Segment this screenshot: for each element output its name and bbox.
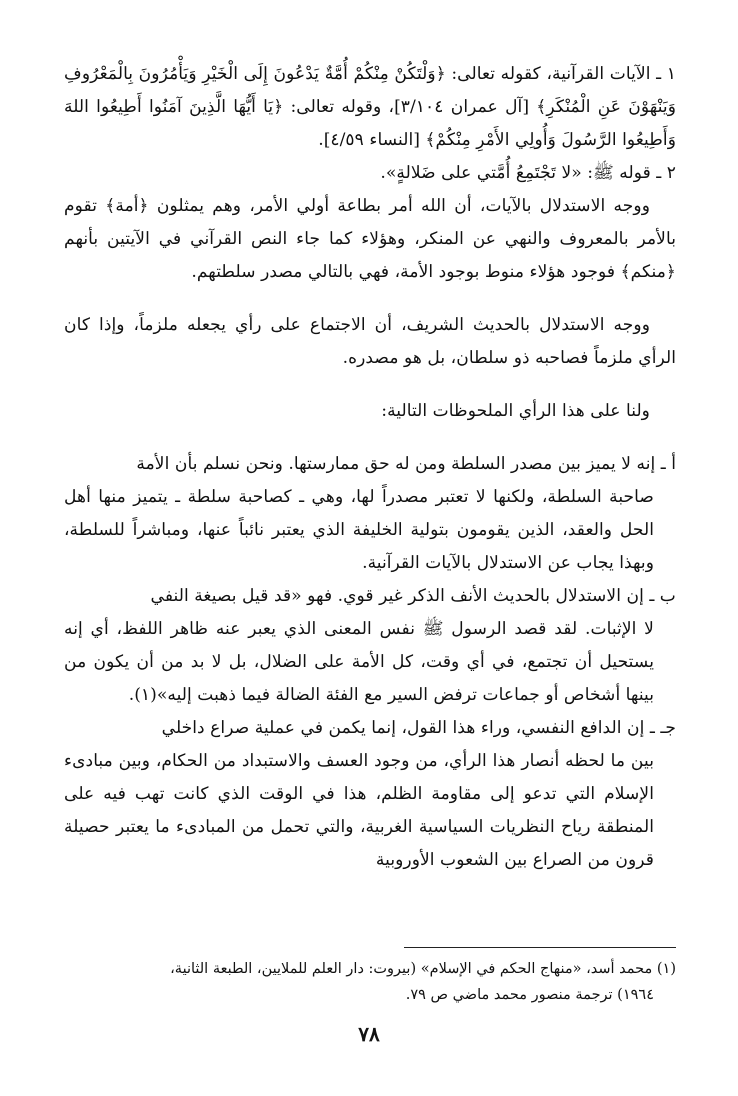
footnote-divider	[404, 947, 676, 948]
paragraph-observations-intro: ولنا على هذا الرأي الملحوظات التالية:	[381, 401, 650, 421]
main-text	[64, 58, 676, 877]
paragraph-hadith-argument: ووجه الاستدلال بالحديث الشريف، أن الاجتماع على رأي يجعله ملزماً، وإذا كان الرأي ملزماً فصاحبه ذو سلطان، بل هو مصدره.	[64, 315, 676, 368]
evidence-item-1: ١ ـ الآيات القرآنية، كقوله تعالى: ﴿وَلْتَكُنْ مِنْكُمْ أُمَّةٌ يَدْعُونَ إِلَى الْخَيْرِ وَيَأْمُرُونَ بِالْمَعْرُوفِ وَيَنْهَوْنَ عَنِ الْمُنْكَرِ﴾ [آل عمران ٣/١٠٤]، وقوله تعالى: ﴿يَا أَيُّهَا الَّذِينَ آمَنُوا أَطِيعُوا اللهَ وَأَطِيعُوا الرَّسُولَ وَأُولِي الأَمْرِ مِنْكُمْ﴾ [النساء ٤/٥٩].	[64, 64, 676, 150]
paragraph-verses-argument: ووجه الاستدلال بالآيات، أن الله أمر بطاعة أولي الأمر، وهم يمثلون ﴿أمة﴾ تقوم بالأمر بالمعروف والنهي عن المنكر، وهؤلاء كما جاء النص القرآني في الآيتين بأنهم ﴿منكم﴾ فوجود هؤلاء منوط بوجود الأمة، فهي بالتالي مصدر سلطتهم.	[64, 196, 676, 282]
observation-b-text: لا الإثبات. لقد قصد الرسول ﷺ نفس المعنى الذي يعبر عنه ظاهر اللفظ، أي إنه يستحيل أن تجتمع، في أي وقت، كل الأمة على الضلال، بل لا بد من أن يكون من بينها أشخاص أو جماعات ترفض السير مع الفئة الضالة فيما ذهبت إليه»(١).	[64, 619, 654, 705]
footnote-line-1: (١) محمد أسد، «منهاج الحكم في الإسلام» (بيروت: دار العلم للملايين، الطبعة الثانية،	[170, 961, 676, 977]
observation-b-first-line: ب ـ إن الاستدلال بالحديث الأنف الذكر غير قوي. فهو «قد قيل بصيغة النفي	[150, 586, 676, 606]
evidence-item-2: ٢ ـ قوله ﷺ: «لا تَجْتَمِعُ أُمَّتي على ضَلالةٍ».	[380, 163, 676, 183]
observation-c-first-line: جـ ـ إن الدافع النفسي، وراء هذا القول، إنما يكمن في عملية صراع داخلي	[161, 718, 676, 738]
observation-b	[64, 580, 676, 712]
observation-a-first-line: أ ـ إنه لا يميز بين مصدر السلطة ومن له حق ممارستها. ونحن نسلم بأن الأمة	[136, 454, 676, 474]
observation-a	[64, 448, 676, 580]
observation-c	[64, 712, 676, 877]
footnote	[64, 956, 676, 1008]
page-number: ٧٨	[358, 1022, 380, 1046]
observation-c-text: بين ما لحظه أنصار هذا الرأي، من وجود العسف والاستبداد من الحكام، وبين مبادىء الإسلام التي تدعو إلى مقاومة الظلم، هذا في الوقت الذي كانت تهب فيه على المنطقة رياح النظريات السياسية الغربية، والتي تحمل من المبادىء ما يعتبر حصيلة قرون من الصراع بين الشعوب الأوروبية	[64, 751, 654, 870]
footnote-line-2: ١٩٦٤) ترجمة منصور محمد ماضي ص ٧٩.	[405, 987, 654, 1003]
observation-a-text: صاحبة السلطة، ولكنها لا تعتبر مصدراً لها، وهي ـ كصاحبة سلطة ـ يتميز منها أهل الحل والعقد، الذين يقومون بتولية الخليفة الذي يعتبر نائباً عنها، ومباشراً للسلطة، وبهذا يجاب عن الاستدلال بالآيات القرآنية.	[64, 487, 654, 573]
